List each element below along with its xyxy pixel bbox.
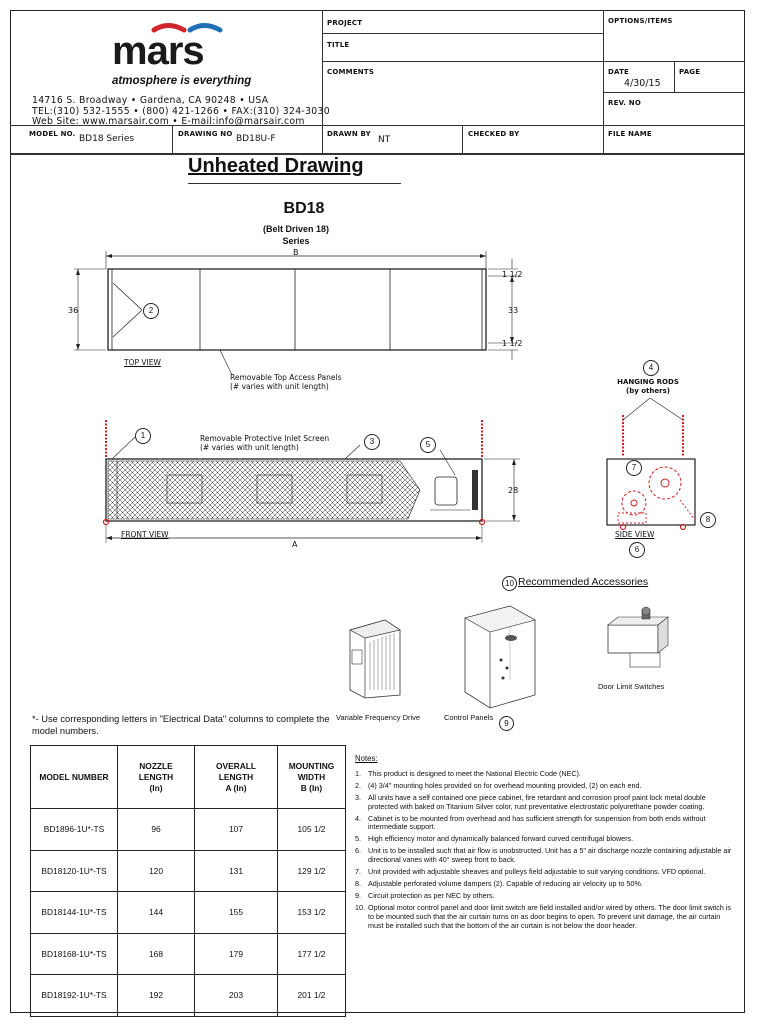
date-label: DATE <box>608 68 630 76</box>
model-table <box>30 745 346 1017</box>
screen-note <box>200 434 350 452</box>
header-mount-line2: WIDTH <box>297 771 326 782</box>
model-label: MODEL NO. <box>29 130 76 138</box>
product-subtitle: (Belt Driven 18) <box>262 224 330 234</box>
top-view-label: TOP VIEW <box>124 358 161 367</box>
door-switch-image <box>600 605 680 675</box>
drawing-value: BD18U-F <box>236 134 276 144</box>
note-item <box>355 815 733 833</box>
front-view-label: FRONT VIEW <box>121 530 169 539</box>
vfd-caption: Variable Frequency Drive <box>336 713 421 722</box>
header-nozzle-line1: NOZZLE <box>139 760 173 771</box>
control-caption: Control Panels <box>444 713 494 722</box>
note-number: 3. <box>355 792 361 802</box>
product-series: Series <box>282 236 310 246</box>
callout-4: 4 <box>643 360 659 376</box>
cell-mounting: 129 1/2 <box>278 850 346 892</box>
header-overall <box>195 746 278 809</box>
grid-line <box>462 125 463 153</box>
note-number: 1. <box>355 768 361 778</box>
note-text: All units have a self contained one piece cabinet, fire retardant and corrosion proof paint lock metal double protected with baked on Titanium Silver color, rust preventative electrostatic polyurethane powder coating. <box>368 792 706 811</box>
web-line: Web Site: www.marsair.com • E-mail:info@marsair.com <box>32 116 305 127</box>
cell-overall: 155 <box>195 892 278 934</box>
mars-logo-mark <box>112 22 240 74</box>
note-text: Circuit protection as per NEC by others. <box>368 890 495 900</box>
cell-nozzle: 168 <box>118 933 195 975</box>
header-overall-line2: LENGTH <box>218 771 254 782</box>
cell-overall: 179 <box>195 933 278 975</box>
note-item <box>355 880 733 889</box>
grid-line <box>603 10 604 153</box>
cell-mounting: 105 1/2 <box>278 809 346 851</box>
phone-line: TEL:(310) 532-1555 • (800) 421-1266 • FAX:(310) 324-3030 <box>32 106 330 117</box>
cell-nozzle: 144 <box>118 892 195 934</box>
grid-line <box>674 61 675 92</box>
rev-label: REV. NO <box>608 99 641 107</box>
mars-logo <box>112 22 240 79</box>
callout-3: 3 <box>364 434 380 450</box>
callout-6: 6 <box>629 542 645 558</box>
cell-mounting: 177 1/2 <box>278 933 346 975</box>
note-item <box>355 847 733 865</box>
rods-note-line1: HANGING RODS <box>617 378 679 386</box>
cell-model: BD1896-1U*-TS <box>31 809 118 851</box>
callout-2: 2 <box>143 303 159 319</box>
comments-label: COMMENTS <box>327 68 375 76</box>
table-row <box>31 850 346 892</box>
note-item <box>355 782 733 791</box>
file-label: FILE NAME <box>608 130 652 138</box>
note-item <box>355 868 733 877</box>
dim-b: B <box>293 248 299 257</box>
table-row <box>31 975 346 1017</box>
note-text: Adjustable perforated volume dampers (2). Capable of reducing air velocity up to 50%. <box>368 878 643 888</box>
control-panel-image <box>455 600 545 710</box>
note-number: 10. <box>355 902 365 912</box>
note-number: 4. <box>355 813 361 823</box>
rods-note <box>608 378 688 396</box>
top-panels-note-line1: Removable Top Access Panels <box>230 373 342 382</box>
note-number: 6. <box>355 846 361 856</box>
callout-9: 9 <box>499 716 514 731</box>
table-row <box>31 933 346 975</box>
note-item <box>355 892 733 901</box>
side-view-label: SIDE VIEW <box>615 530 655 539</box>
notes-title: Notes: <box>355 754 378 763</box>
note-text: This product is designed to meet the National Electric Code (NEC). <box>368 768 581 778</box>
cell-model: BD18192-1U*-TS <box>31 975 118 1017</box>
callout-8: 8 <box>700 512 716 528</box>
header-nozzle-line3: (In) <box>149 782 163 793</box>
drawn-value: NT <box>378 135 391 145</box>
header-mount-line3: B (In) <box>300 782 323 793</box>
options-label: OPTIONS/ITEMS <box>608 17 673 25</box>
header-nozzle <box>118 746 195 809</box>
header-mounting <box>278 746 346 809</box>
cell-model: BD18144-1U*-TS <box>31 892 118 934</box>
notes-section <box>355 755 733 934</box>
header-nozzle-line2: LENGTH <box>138 771 174 782</box>
note-number: 2. <box>355 780 361 790</box>
note-text: Optional motor control panel and door limit switch are field installed and/or wired by others. The door limit switch is to be mounted such that the air curtain turns on as door begins to open. To prevent unit damage, the air curtain must be installed such that the bottom of the air curtain is not below the door header. <box>368 902 732 930</box>
grid-line <box>172 125 173 153</box>
top-panels-note <box>230 373 370 391</box>
grid-line <box>603 92 745 93</box>
grid-line <box>322 10 323 153</box>
cell-model: BD18168-1U*-TS <box>31 933 118 975</box>
page-label: PAGE <box>679 68 701 76</box>
dim-28: 28 <box>508 486 519 495</box>
grid-line <box>322 61 603 62</box>
cell-overall: 107 <box>195 809 278 851</box>
note-number: 7. <box>355 867 361 877</box>
rods-leader <box>620 395 690 425</box>
note-text: Unit provided with adjustable sheaves and pulleys field adjustable to suit varying conditions. VFD optional. <box>368 867 706 877</box>
address-line: 14716 S. Broadway • Gardena, CA 90248 • USA <box>32 95 269 106</box>
product-name: BD18 <box>283 200 325 217</box>
rods-note-line2: (by others) <box>626 387 670 395</box>
callout-1: 1 <box>135 428 151 444</box>
header-overall-line1: OVERALL <box>215 760 256 771</box>
note-item <box>355 770 733 779</box>
cell-overall: 131 <box>195 850 278 892</box>
cell-overall: 203 <box>195 975 278 1017</box>
checked-label: CHECKED BY <box>468 130 520 138</box>
table-row <box>31 892 346 934</box>
dim-33: 33 <box>508 306 519 315</box>
title-underline <box>188 183 401 184</box>
screen-note-line1: Removable Protective Inlet Screen <box>200 434 330 443</box>
dim-a: A <box>292 540 298 549</box>
note-text: (4) 3/4" mounting holes provided on for overhead mounting provided, (2) on each end. <box>368 780 642 790</box>
header-overall-line3: A (In) <box>225 782 247 793</box>
note-text: Unit is to be installed such that air flow is unobstructed. Unit has a 5" air discharge nozzle containing adjustable air directional vanes with 40° sweep front to back. <box>368 846 732 865</box>
vfd-image <box>340 600 410 700</box>
date-value: 4/30/15 <box>624 78 661 89</box>
accessories-heading: Recommended Accessories <box>518 576 649 588</box>
note-text: Cabinet is to be mounted from overhead and has sufficient strength for suspension from both ends without intermediate support. <box>368 813 706 832</box>
note-item <box>355 904 733 931</box>
side-view-drawing <box>590 415 720 545</box>
cell-mounting: 201 1/2 <box>278 975 346 1017</box>
grid-line <box>10 153 745 155</box>
cell-nozzle: 120 <box>118 850 195 892</box>
project-label: PROJECT <box>327 19 363 27</box>
dim-36: 36 <box>68 306 79 315</box>
title-label: TITLE <box>327 41 350 49</box>
model-value: BD18 Series <box>79 134 135 144</box>
table-row <box>31 809 346 851</box>
cell-nozzle: 192 <box>118 975 195 1017</box>
drawing-label: DRAWING NO <box>178 130 233 138</box>
cell-mounting: 153 1/2 <box>278 892 346 934</box>
drawn-label: DRAWN BY <box>327 130 371 138</box>
dim-bot-1-5: 1 1/2 <box>502 339 523 348</box>
screen-note-line2: (# varies with unit length) <box>200 443 299 452</box>
model-footnote: *- Use corresponding letters in "Electrical Data" columns to complete the model numbers. <box>32 714 330 736</box>
note-number: 5. <box>355 834 361 844</box>
door-switch-caption: Door Limit Switches <box>598 682 665 691</box>
header-mount-line1: MOUNTING <box>288 760 335 771</box>
note-text: High efficiency motor and dynamically balanced forward curved centrifugal blowers. <box>368 834 634 844</box>
brand-tagline: atmosphere is everything <box>112 75 252 87</box>
page-title: Unheated Drawing <box>188 155 364 177</box>
note-number: 9. <box>355 890 361 900</box>
table-header-row <box>31 746 346 809</box>
svg-text:mars: mars <box>112 29 204 73</box>
cell-nozzle: 96 <box>118 809 195 851</box>
note-item <box>355 835 733 844</box>
header-model: MODEL NUMBER <box>31 746 118 809</box>
dim-top-1-5: 1 1/2 <box>502 270 523 279</box>
callout-7: 7 <box>626 460 642 476</box>
callout-5: 5 <box>420 437 436 453</box>
grid-line <box>322 33 603 34</box>
note-item <box>355 794 733 812</box>
note-number: 8. <box>355 878 361 888</box>
cell-model: BD18120-1U*-TS <box>31 850 118 892</box>
top-panels-note-line2: (# varies with unit length) <box>230 382 329 391</box>
callout-10: 10 <box>502 576 517 591</box>
top-view-drawing <box>60 245 530 375</box>
